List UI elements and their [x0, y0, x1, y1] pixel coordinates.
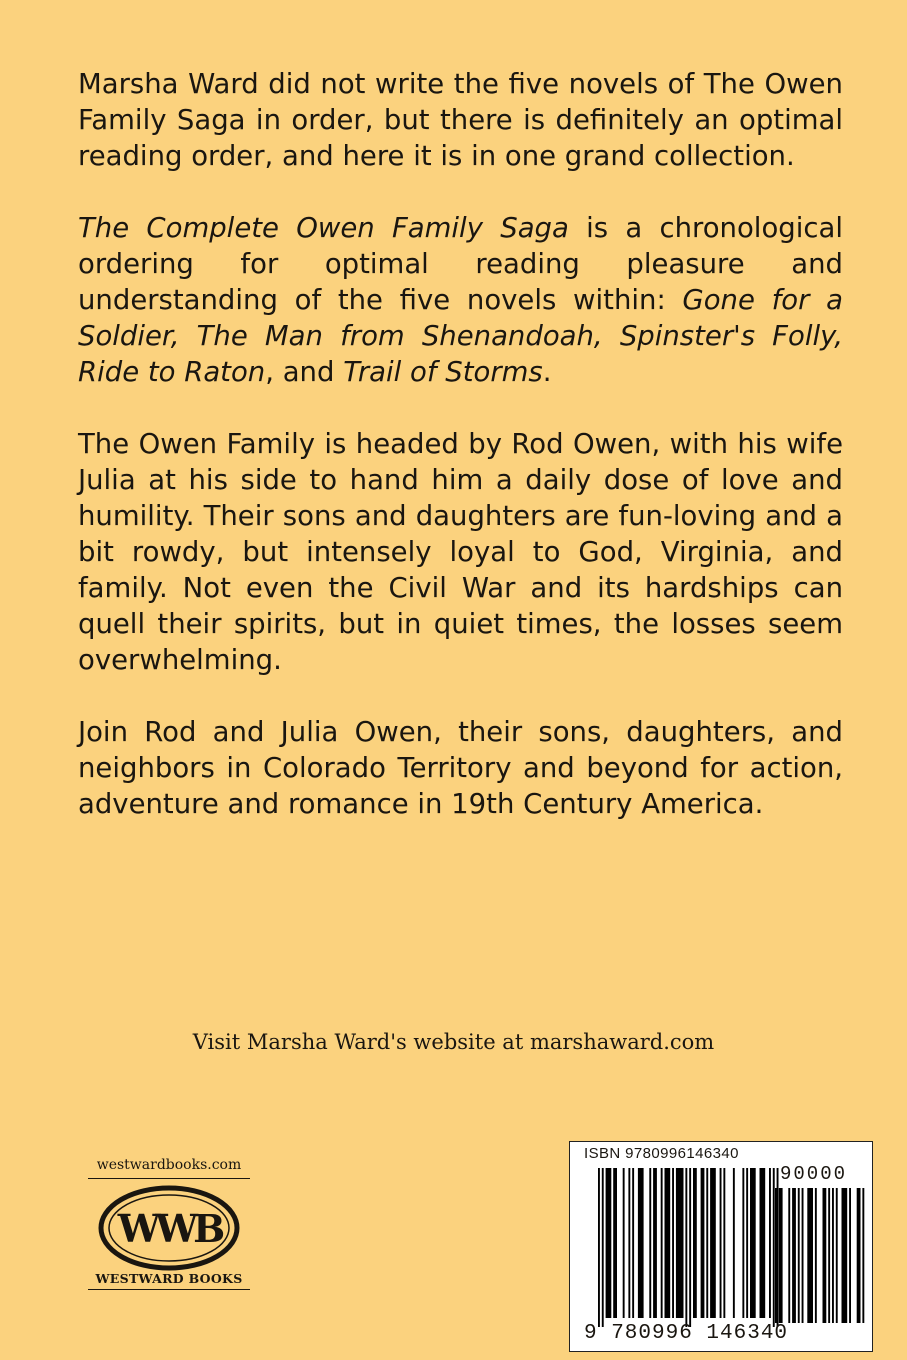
barcode-bar [693, 1168, 697, 1318]
isbn-label: ISBN 9780996146340 [584, 1145, 739, 1162]
barcode-bar [672, 1168, 674, 1318]
barcode-bar [828, 1188, 830, 1323]
barcode-bar [750, 1168, 756, 1318]
back-cover-blurb [78, 66, 843, 822]
barcode-bar [775, 1188, 777, 1323]
novel-titles-1-3: Gone for a Soldier, The Man from Shenandoah, Spinster's Folly, [78, 284, 843, 352]
barcode-bar [606, 1168, 612, 1318]
barcode-bar [706, 1168, 708, 1318]
price-addon-digits: 90000 [780, 1163, 848, 1185]
barcode-bar [788, 1188, 790, 1323]
blurb-paragraph-2-text: is a chronological ordering for optimal reading pleasure and understanding of the five novels within: [78, 212, 843, 316]
barcode-bar [807, 1188, 813, 1323]
novel-title-5: Trail of Storms [343, 356, 543, 388]
barcode-bar [773, 1168, 775, 1327]
publisher-monogram: WWB [117, 1206, 221, 1251]
barcode-bar [653, 1168, 657, 1318]
barcode-bar [832, 1188, 834, 1323]
author-website-line: Visit Marsha Ward's website at marshaward.com [192, 1030, 715, 1054]
collection-title: The Complete Owen Family Saga [78, 212, 569, 244]
blurb-paragraph-2: The Complete Owen Family Saga is a chronological ordering for optimal reading pleasure and understanding of the five novels within: Gone for a Soldier, The Man from Shenandoah, Spinster's Folly, Ride to Raton, and Trail of Storms. [78, 212, 843, 388]
novel-title-4: Ride to Raton [78, 356, 266, 388]
publisher-block [88, 1156, 250, 1290]
barcode-bar [862, 1188, 864, 1323]
barcode-bar [842, 1188, 848, 1323]
barcode-bar [798, 1188, 800, 1323]
ean-digits: 9 780996 146340 [584, 1322, 789, 1345]
barcode-bar [769, 1168, 771, 1318]
barcode-bar [676, 1168, 684, 1318]
barcode-bar [598, 1168, 600, 1327]
barcode-bar [792, 1188, 796, 1323]
barcode-bar [802, 1188, 804, 1323]
publisher-bottom-rule [88, 1289, 250, 1290]
westward-books-logo [98, 1185, 240, 1271]
barcode-bar [849, 1188, 851, 1323]
barcode-bar [720, 1168, 722, 1318]
barcode-bar [638, 1168, 644, 1318]
blurb-paragraph-4: Join Rod and Julia Owen, their sons, daughters, and neighbors in Colorado Territory and beyond for action, adventure and romance in 19th Century America. [78, 716, 843, 820]
barcode-bar [733, 1168, 735, 1318]
barcode-bar [632, 1168, 634, 1318]
barcode-bar [742, 1168, 744, 1318]
barcode-bar [628, 1168, 630, 1318]
barcode-bar [661, 1168, 663, 1318]
publisher-top-rule [88, 1178, 250, 1179]
barcode-bar [649, 1168, 651, 1318]
barcode-bar [760, 1168, 766, 1318]
publisher-name: WESTWARD BOOKS [95, 1271, 243, 1286]
barcode-bar [723, 1168, 725, 1318]
blurb-paragraph-3: The Owen Family is headed by Rod Owen, with his wife Julia at his side to hand him a daily dose of love and humility. Their sons and daughters are fun-loving and a bit rowdy, but intensely loyal to God, Virginia, and family. Not even the Civil War and its hardships can quell their spirits, but in quiet times, the losses seem overwhelming. [78, 428, 843, 676]
isbn-barcode [569, 1141, 873, 1352]
barcode-bar [685, 1168, 687, 1327]
barcode-bar [613, 1168, 617, 1318]
barcode-bar [836, 1188, 838, 1323]
barcode-bar [665, 1168, 671, 1318]
barcode-bar [689, 1168, 691, 1327]
barcode-bar [602, 1168, 604, 1327]
blurb-paragraph-1: Marsha Ward did not write the five novels of The Owen Family Saga in order, but there is definitely an optimal reading order, and here it is in one grand collection. [78, 68, 843, 172]
publisher-url: westwardbooks.com [96, 1157, 242, 1173]
barcode-bar [746, 1168, 748, 1318]
barcode-bar [623, 1168, 625, 1318]
barcode-bar [815, 1188, 817, 1323]
barcode-bar [701, 1168, 705, 1318]
barcode-bar [823, 1188, 827, 1323]
barcode-bar [710, 1168, 716, 1318]
barcode-bar [779, 1188, 783, 1323]
barcode-bar [857, 1188, 861, 1323]
